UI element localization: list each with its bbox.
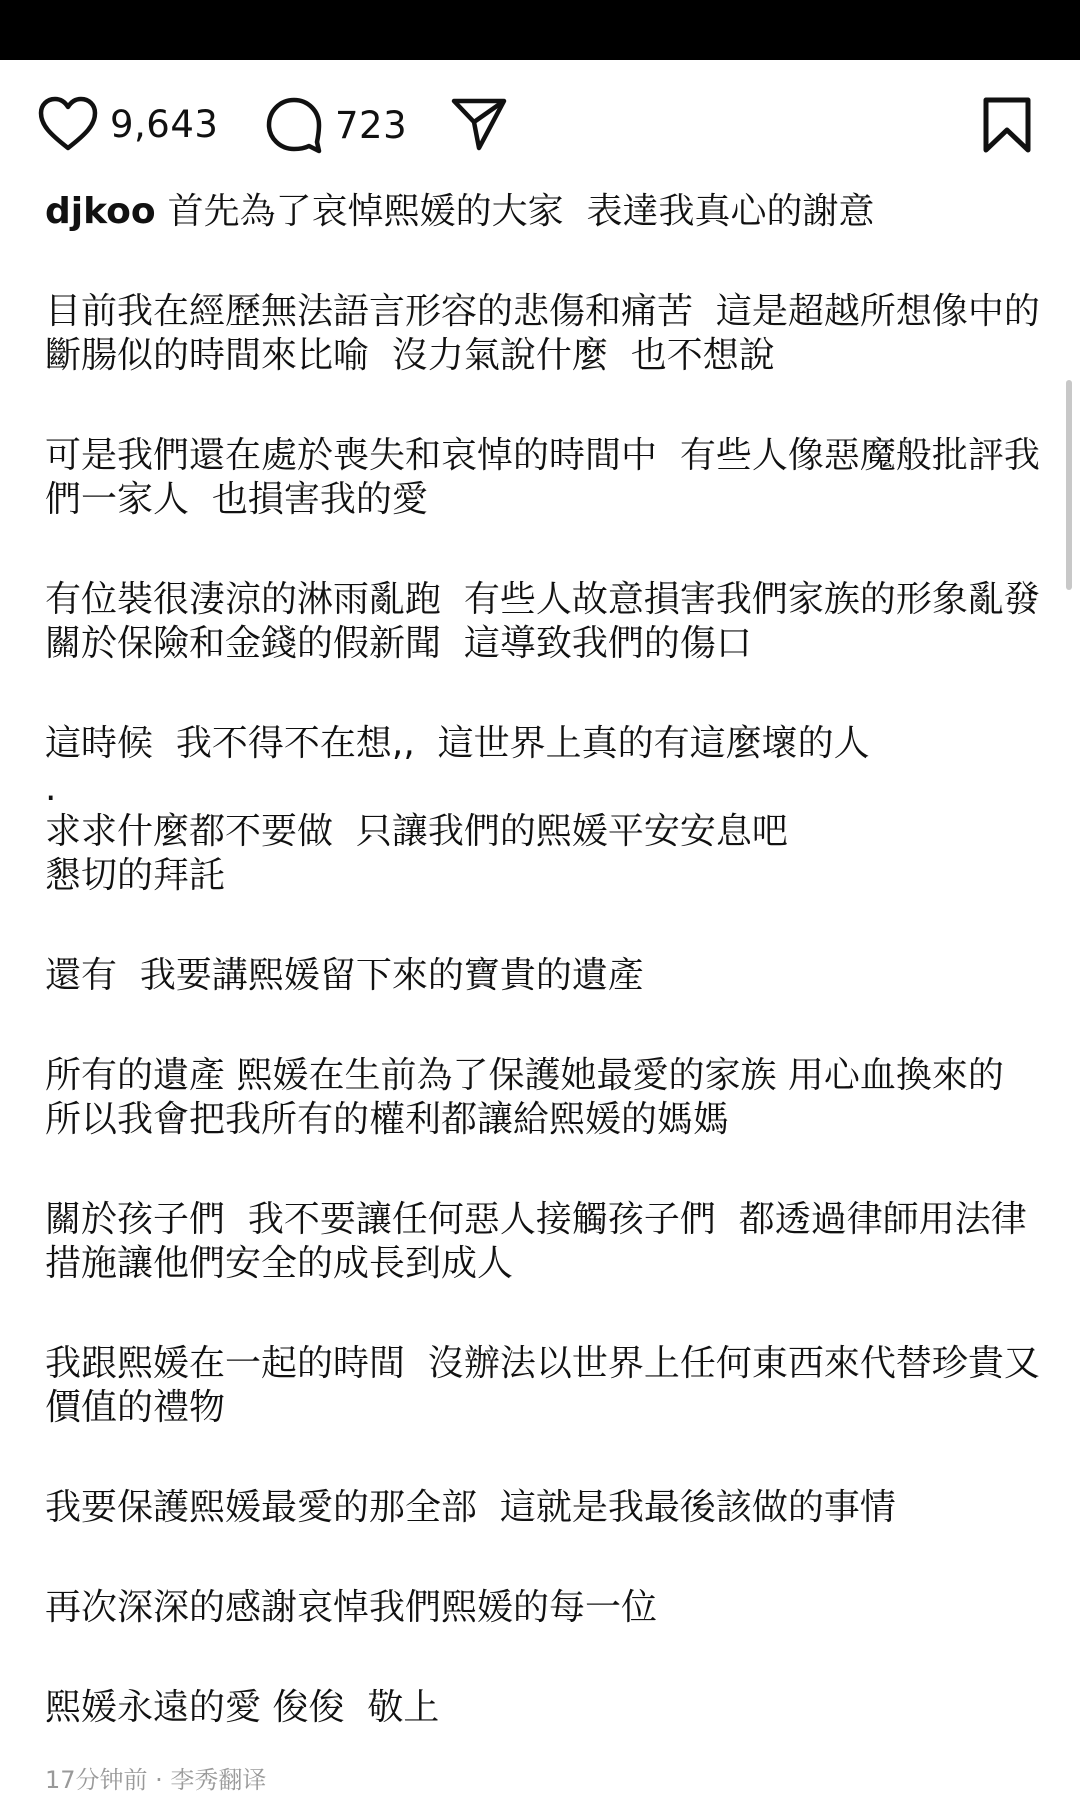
save-button[interactable] (982, 96, 1032, 154)
send-icon (450, 96, 508, 152)
heart-icon (38, 96, 98, 152)
post-timestamp: 17分钟前 · 李秀翻译 (45, 1766, 267, 1794)
post-action-bar (0, 60, 1080, 195)
comment-button[interactable] (265, 96, 407, 154)
caption-paragraph: 還有 我要講熙媛留下來的寶貴的遺產 (45, 955, 644, 996)
caption-dot: . (45, 768, 57, 809)
caption-paragraph: 我跟熙媛在一起的時間 沒辦法以世界上任何東西來代替珍貴又價值的禮物 (45, 1343, 1040, 1428)
share-button[interactable] (450, 96, 508, 152)
caption-paragraph: 所有的遺產 熙媛在生前為了保護她最愛的家族 用心血換來的 所以我會把我所有的權利都讓給熙媛的媽媽 (45, 1055, 1027, 1140)
comment-bubble-icon (265, 96, 323, 154)
caption-paragraph: 求求什麼都不要做 只讓我們的熙媛平安安息吧 懇切的拜託 (45, 811, 788, 896)
caption-paragraph: 再次深深的感謝哀悼我們熙媛的每一位 (45, 1587, 658, 1628)
caption-first-line (45, 190, 1045, 234)
bookmark-icon (982, 96, 1032, 154)
caption-paragraph: 關於孩子們 我不要讓任何惡人接觸孩子們 都透過律師用法律措施讓他們安全的成長到成人 (45, 1199, 1027, 1284)
scrollbar[interactable] (1066, 380, 1072, 590)
username-link[interactable]: djkoo (45, 191, 156, 232)
like-button[interactable] (38, 96, 218, 152)
like-count: 9,643 (110, 102, 219, 146)
caption-paragraph: 這時候 我不得不在想,, 這世界上真的有這麼壞的人 (45, 723, 870, 764)
caption-paragraph: 熙媛永遠的愛 俊俊 敬上 (45, 1687, 440, 1728)
caption-text: 首先為了哀悼熙媛的大家 表達我真心的謝意 (167, 191, 875, 232)
comment-count: 723 (335, 103, 408, 147)
caption-paragraph: 可是我們還在處於喪失和哀悼的時間中 有些人像惡魔般批評我們一家人 也損害我的愛 (45, 435, 1040, 520)
caption-paragraph: 目前我在經歷無法語言形容的悲傷和痛苦 這是超越所想像中的斷腸似的時間來比喻 沒力氣說什麼 也不想說 (45, 291, 1040, 376)
post-caption (45, 190, 1045, 1786)
caption-paragraph: 有位裝很淒涼的淋雨亂跑 有些人故意損害我們家族的形象亂發關於保險和金錢的假新聞 這導致我們的傷口 (45, 579, 1040, 664)
status-bar (0, 0, 1080, 60)
caption-paragraph: 我要保護熙媛最愛的那全部 這就是我最後該做的事情 (45, 1487, 896, 1528)
